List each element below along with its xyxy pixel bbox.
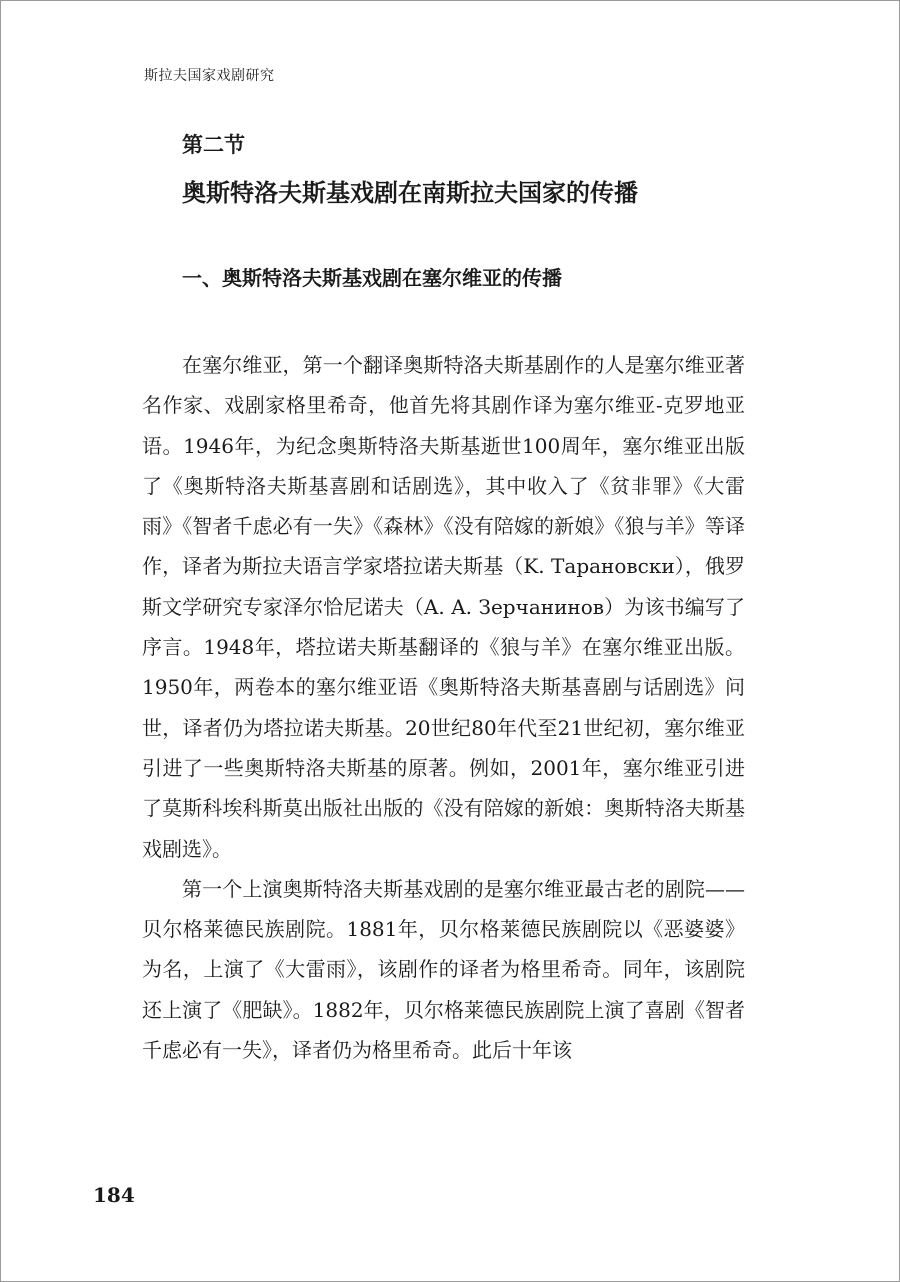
subsection-title: 一、奥斯特洛夫斯基戏剧在塞尔维亚的传播 xyxy=(182,266,562,290)
section-label: 第二节 xyxy=(182,132,245,157)
running-head: 斯拉夫国家戏剧研究 xyxy=(144,68,275,84)
body-text xyxy=(142,345,745,1070)
paragraph-1: 在塞尔维亚，第一个翻译奥斯特洛夫斯基剧作的人是塞尔维亚著名作家、戏剧家格里希奇，他首先将其剧作译为塞尔维亚-克罗地亚语。1946年，为纪念奥斯特洛夫斯基逝世100周年，塞尔维亚出版了《奥斯特洛夫斯基喜剧和话剧选》，其中收入了《贫非罪》《大雷雨》《智者千虑必有一失》《森林》《没有陪嫁的新娘》《狼与羊》等译作，译者为斯拉夫语言学家塔拉诺夫斯基（K. Тарановски），俄罗斯文学研究专家泽尔恰尼诺夫（A. A. Зерчанинов）为该书编写了序言。1948年，塔拉诺夫斯基翻译的《狼与羊》在塞尔维亚出版。1950年，两卷本的塞尔维亚语《奥斯特洛夫斯基喜剧与话剧选》问世，译者仍为塔拉诺夫斯基。20世纪80年代至21世纪初，塞尔维亚引进了一些奥斯特洛夫斯基的原著。例如，2001年，塞尔维亚引进了莫斯科埃科斯莫出版社出版的《没有陪嫁的新娘：奥斯特洛夫斯基戏剧选》。 xyxy=(142,353,745,861)
paragraph-2: 第一个上演奥斯特洛夫斯基戏剧的是塞尔维亚最古老的剧院——贝尔格莱德民族剧院。1881年，贝尔格莱德民族剧院以《恶婆婆》为名，上演了《大雷雨》，该剧作的译者为格里希奇。同年，该剧院还上演了《肥缺》。1882年，贝尔格莱德民族剧院上演了喜剧《智者千虑必有一失》，译者仍为格里希奇。此后十年该 xyxy=(142,876,745,1063)
page-number: 184 xyxy=(93,1183,135,1207)
section-title: 奥斯特洛夫斯基戏剧在南斯拉夫国家的传播 xyxy=(182,178,638,207)
